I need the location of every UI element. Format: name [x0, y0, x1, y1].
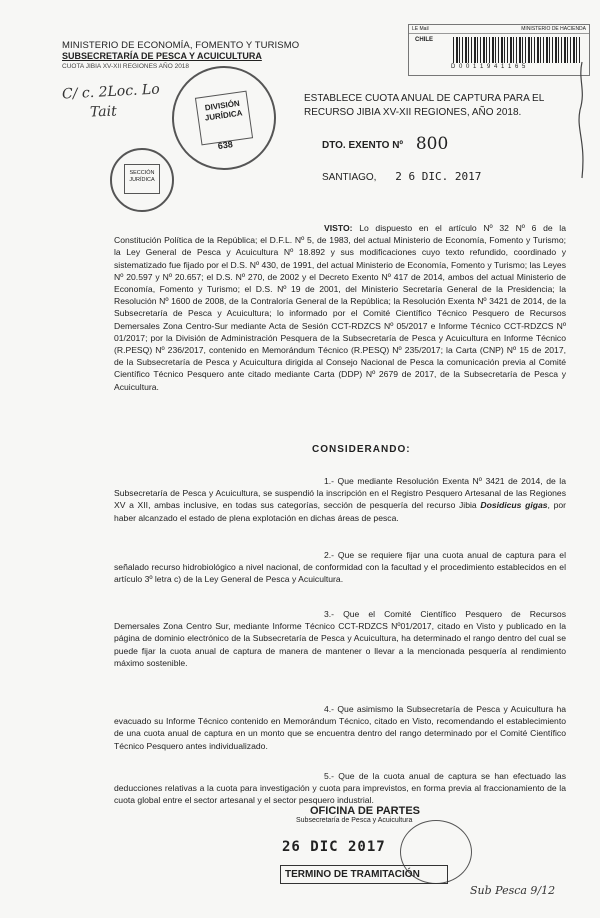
barcode-top-right: MINISTERIO DE HACIENDA: [521, 26, 586, 32]
seccion-juridica-stamp: [110, 148, 174, 212]
office-title: OFICINA DE PARTES: [310, 805, 421, 817]
considerando-5: 5.- Que de la cuota anual de captura se han efectuado las deducciones relativas a la cuota para investigación y cuota para imprevistos, en forma previa al fraccionamiento de la cuota global entre el sector artesanal y el sector pesquero industrial.: [114, 771, 566, 806]
barcode-number: D 0 0 1 1 9 4 1 1 6 5: [451, 64, 527, 70]
vertical-scribble-icon: [574, 60, 590, 180]
considerando-1: 1.- Que mediante Resolución Exenta Nº 3421 de 2014, de la Subsecretaría de Pesca y Acuicultura, se suspendió la inscripción en el Registro Pesquero Artesanal de las Regiones XV a XII, ambas inclusive, en todas sus categorías, sección de pesquería del recurso Jibia Dosidicus gigas, por haber alcanzado el estado de plena explotación en dichas áreas de pesca.: [114, 476, 567, 523]
considerando-heading: CONSIDERANDO:: [312, 444, 411, 455]
considerando-3: 3.- Que el Comité Científico Pesquero de Recursos Demersales Zona Centro Sur, mediante Informe Técnico CCT-RDZCS Nº01/2017, citado en Visto y publicado en la página de dominio electrónico de la Subsecretaría de Pesca y Acuicultura, ha determinado el rango dentro del cual se puede fijar la cuota anual de captura de manera de mantener o llevar a la mencionada pesquería al rendimiento máximo sostenible.: [114, 609, 566, 668]
considerando-4: 4.- Que asimismo la Subsecretaría de Pesca y Acuicultura ha evacuado su Informe Técnico contenido en Memorándum Técnico, citado en Visto, recomendando el establecimiento de una cuota anual de captura en un monto que se encuentra dentro del rango determinado por el Comité Científico Técnico Pesquero antes individualizado.: [114, 704, 566, 751]
place-date-line: [322, 170, 481, 183]
considerando-2: 2.- Que se requiere fijar una cuota anual de captura para el señalado recurso hidrobiológico a nivel nacional, de conformidad con la facultad y el procedimiento establecidos en el artículo 3º letra c) de la Ley General de Pesca y Acuicultura.: [114, 550, 566, 585]
ministry-name: MINISTERIO DE ECONOMÍA, FOMENTO Y TURISMO: [62, 40, 300, 51]
visto-label: VISTO:: [324, 223, 353, 233]
office-subtitle: Subsecretaría de Pesca y Acuicultura: [296, 817, 413, 824]
letterhead: [62, 40, 299, 70]
barcode-icon: [453, 37, 581, 63]
division-juridica-stamp: [165, 59, 282, 176]
visto-text: Lo dispuesto en el artículo Nº 32 Nº 6 de la Constitución Política de la República; el D.F.L. Nº 5, de 1983, del actual Ministerio de Economía, Fomento y Turismo; la Ley General de Pesca y Acuicultura Nº 18.892 y sus modificaciones cuyo texto refundido, coordinado y sistematizado fue fijado por el D.S. Nº 430, de 1991, del actual Ministerio de Economía, Fomento y Turismo; las Leyes Nº 20.597 y Nº 20.657; el D.S. Nº 270, de 2002 y el Decreto Exento Nº 417 de 2014, ambos del actual Ministerio de Economía, Fomento y Turismo; el D.S. Nº 19 de 2001, del Ministerio Secretaría General de la Presidencia; la Resolución Nº 1600 de 2008, de la Contraloría General de la República; la Resolución Exenta Nº 3421 de 2014, de la Subsecretaría de Pesca y Acuicultura; lo informado por el Comité Científico Técnico Pesquero de Recursos Demersales Zona Centro-Sur mediante Acta de Sesión CCT-RDZCS Nº 05/2017 e Informe Técnico CCT-RDZCS Nº 01/2017; por la División de Administración Pesquera de la Subsecretaría de Pesca y Acuicultura en Informe Técnico (R.PESQ) Nº 236/2017, contenido en Memorándum Técnico (R.PESQ) Nº 235/2017; la Carta (CNP) Nº 15 de 2017, de la Subsecretaría de Pesca y Acuicultura dirigida al Consejo Nacional de Pesca la comunicación previa al Comité Científico Técnico Pesquero ante citado mediante Carta (DDP) Nº 2679 de 2017, de la Subsecretaría de Pesca y Acuicultura.: [114, 223, 566, 392]
visto-section: [114, 222, 566, 393]
city: SANTIAGO,: [322, 172, 377, 183]
chile-logo-text: CHILE: [415, 37, 433, 43]
signature: Sub Pesca 9/12: [470, 884, 556, 897]
handwritten-note-1: C/ c. 2Loc. Lo: [61, 81, 161, 103]
decree-date: 2 6 DIC. 2017: [395, 170, 482, 183]
seccion-juridica-label: SECCIÓN JURÍDICA: [124, 164, 160, 194]
barcode-label: [408, 24, 590, 76]
oficina-de-partes-stamp: [280, 805, 450, 885]
office-footer: TERMINO DE TRAMITACIÓN: [280, 865, 448, 884]
species-name: Dosidicus gigas: [480, 500, 548, 511]
decree-title: ESTABLECE CUOTA ANUAL DE CAPTURA PARA EL RECURSO JIBIA XV-XII REGIONES, AÑO 2018.: [304, 93, 545, 118]
document-reference: CUOTA JIBIA XV-XII REGIONES AÑO 2018: [62, 63, 190, 70]
decree-label: DTO. EXENTO Nº: [322, 140, 404, 151]
division-juridica-label: DIVISIÓN JURÍDICA: [195, 91, 253, 146]
decree-number-line: [322, 133, 448, 153]
barcode-top-left: LE Mail: [412, 26, 429, 32]
handwritten-note-2: Tait: [89, 103, 117, 121]
division-juridica-number: 638: [217, 139, 234, 152]
office-date: 26 DIC 2017: [282, 839, 386, 855]
decree-number: 800: [415, 134, 449, 154]
subsecretaria-name: SUBSECRETARÍA DE PESCA Y ACUICULTURA: [62, 51, 262, 61]
